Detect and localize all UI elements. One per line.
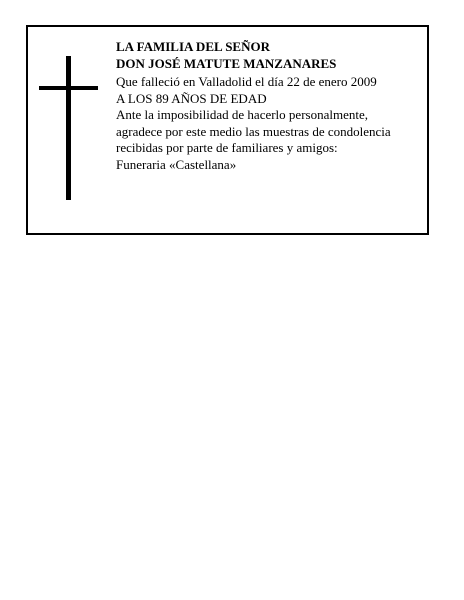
obituary-notice xyxy=(26,25,429,235)
message-line-1: Ante la imposibilidad de hacerlo personalmente, xyxy=(116,107,368,122)
cross-horizontal-bar xyxy=(39,86,98,90)
message-line-2: agradece por este medio las muestras de condolencia xyxy=(116,123,391,139)
cross-vertical-bar xyxy=(66,56,71,200)
age-at-death: A LOS 89 AÑOS DE EDAD xyxy=(116,90,267,106)
death-details: Que falleció en Valladolid el día 22 de enero 2009 xyxy=(116,74,377,89)
heading-deceased-name: DON JOSÉ MATUTE MANZANARES xyxy=(116,55,337,71)
notice-text xyxy=(116,39,422,173)
message-line-3: recibidas por parte de familiares y amigos: xyxy=(116,140,338,155)
funeral-home: Funeraria «Castellana» xyxy=(116,156,237,172)
heading-family: LA FAMILIA DEL SEÑOR xyxy=(116,39,270,54)
